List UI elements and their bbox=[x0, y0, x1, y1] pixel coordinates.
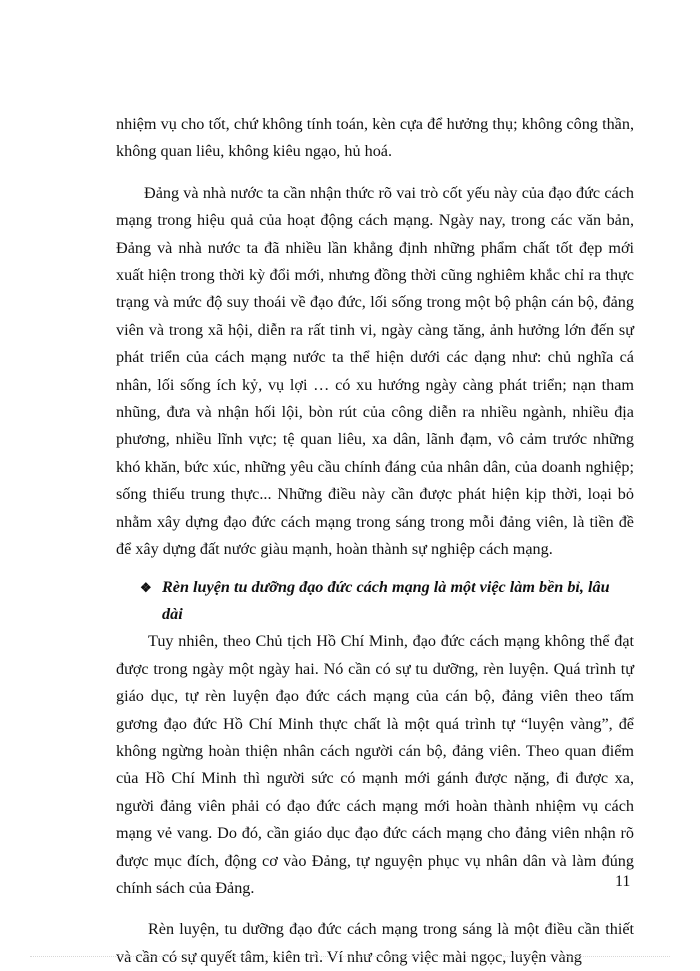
paragraph: Đảng và nhà nước ta cần nhận thức rõ vai trò cốt yếu này của đạo đức cách mạng trong hiệu quả của hoạt động cách mạng. Ngày nay, trong các văn bản, Đảng và nhà nước ta đã nhiều lần khẳng định những phẩm chất tốt đẹp mới xuất hiện trong thời kỳ đổi mới, nhưng đồng thời cũng nghiêm khắc chỉ ra thực trạng và mức độ suy thoái về đạo đức, lối sống trong một bộ phận cán bộ, đảng viên và trong xã hội, diễn ra rất tinh vi, ngày càng tăng, ảnh hưởng lớn đến sự phát triển của cách mạng nước ta thể hiện dưới các dạng như: chủ nghĩa cá nhân, lối sống ích kỷ, vụ lợi … có xu hướng ngày càng phát triển; nạn tham nhũng, đưa và nhận hối lội, bòn rút của công diễn ra nhiều ngành, nhiều địa phương, nhiều lĩnh vực; tệ quan liêu, xa dân, lãnh đạm, vô cảm trước những khó khăn, bức xúc, những yêu cầu chính đáng của nhân dân, của doanh nghiệp; sống thiếu trung thực... Những điều này cần được phát hiện kịp thời, loại bỏ nhằm xây dựng đạo đức cách mạng trong sáng trong mỗi đảng viên, là tiền đề để xây dựng đất nước giàu mạnh, hoàn thành sự nghiệp cách mạng. bbox=[116, 183, 634, 559]
paragraph: nhiệm vụ cho tốt, chứ không tính toán, kèn cựa để hưởng thụ; không công thần, không quan liêu, không kiêu ngạo, hủ hoá. bbox=[116, 115, 634, 161]
page-divider bbox=[30, 956, 670, 957]
paragraph: Rèn luyện, tu dưỡng đạo đức cách mạng trong sáng là một điều cần thiết và cần có sự quyết tâm, kiên trì. Ví như công việc mài ngọc, luyện vàng bbox=[116, 920, 634, 966]
section-heading bbox=[116, 574, 634, 629]
diamond-bullet-icon: ❖ bbox=[140, 579, 152, 595]
page-number: 11 bbox=[615, 873, 631, 890]
section-heading-text: Rèn luyện tu dưỡng đạo đức cách mạng là một việc làm bền bỉ, lâu dài bbox=[162, 577, 610, 623]
paragraph: Tuy nhiên, theo Chủ tịch Hồ Chí Minh, đạo đức cách mạng không thể đạt được trong ngày một ngày hai. Nó cần có sự tu dưỡng, rèn luyện. Quá trình tự giáo dục, tự rèn luyện đạo đức cách mạng của cán bộ, đảng viên theo tấm gương đạo đức Hồ Chí Minh thực chất là một quá trình tự “luyện vàng”, để không ngừng hoàn thiện nhân cách người cán bộ, đảng viên. Theo quan điểm của Hồ Chí Minh thì người sức có mạnh mới gánh được nặng, đi được xa, người đảng viên phải có đạo đức cách mạng mới hoàn thành nhiệm vụ cách mạng vẻ vang. Do đó, cần giáo dục đạo đức cách mạng cho đảng viên nhận rõ được mục đích, động cơ vào Đảng, tự nguyện phục vụ nhân dân và làm đúng chính sách của Đảng. bbox=[116, 632, 634, 897]
body-text bbox=[116, 111, 634, 971]
